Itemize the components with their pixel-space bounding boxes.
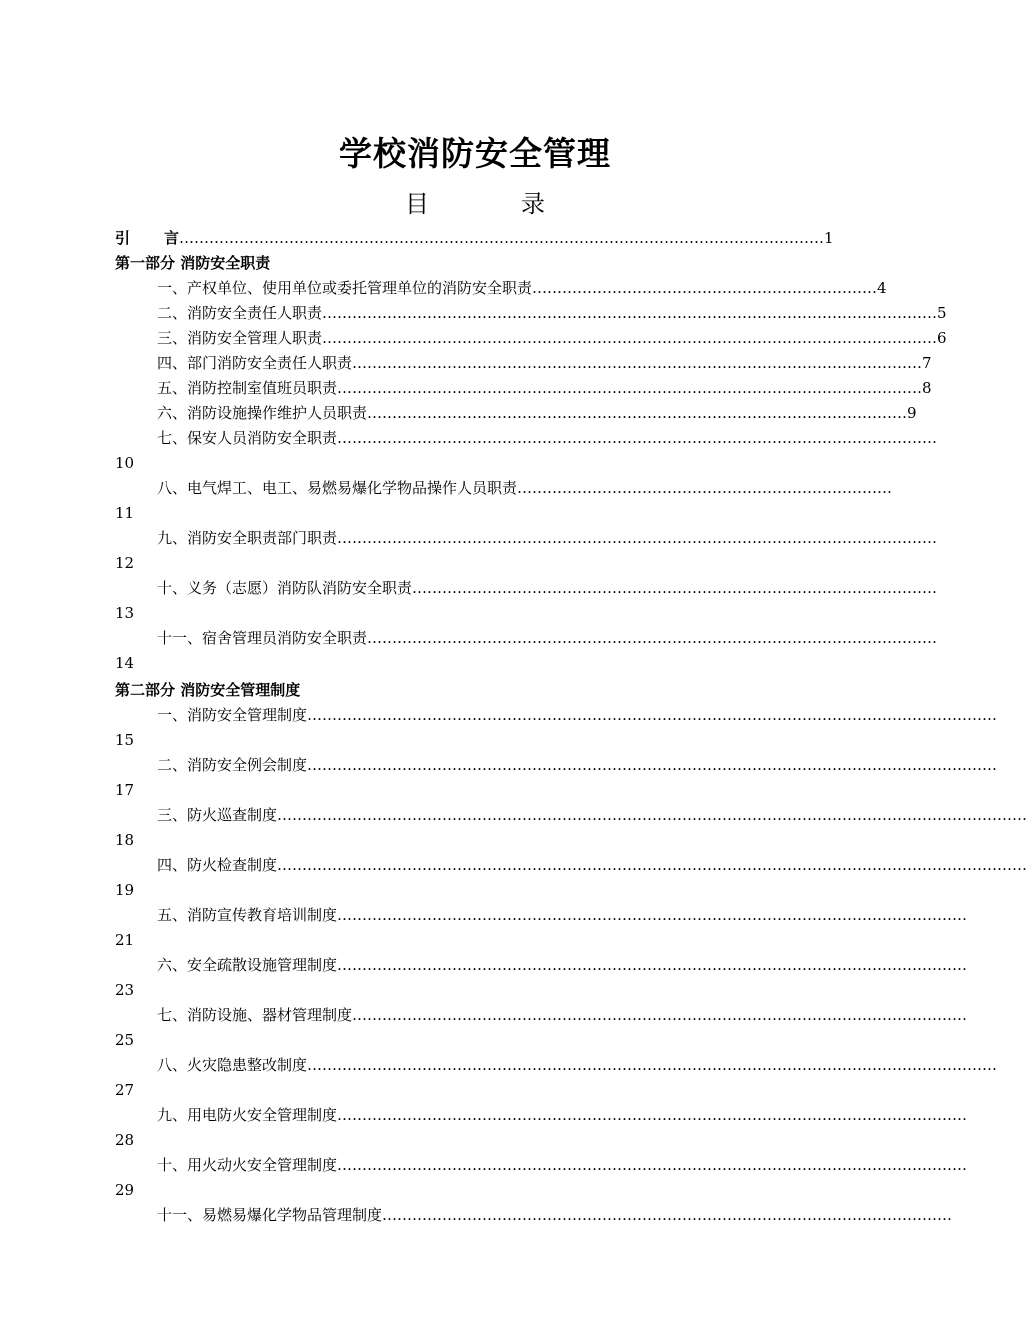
- page-number: 27: [115, 1081, 135, 1099]
- toc-heading: [0, 184, 950, 216]
- leader-dots: ………………………………………………………………………………………………………………: [337, 906, 968, 924]
- leader-dots: …………………………………………………………………………………………………………: [337, 529, 938, 547]
- toc-entry-label: 十一、宿舍管理员消防安全职责: [157, 629, 368, 647]
- toc-entry-label: 三、防火巡查制度: [157, 806, 278, 824]
- page-number: 17: [115, 781, 135, 799]
- leader-dots: ……………………………………………………………: [532, 279, 878, 297]
- toc-entry[interactable]: [157, 1105, 968, 1125]
- toc-entry-label: 十一、易燃易爆化学物品管理制度: [157, 1206, 383, 1224]
- toc-heading-right: 录: [521, 190, 545, 218]
- toc-intro-line[interactable]: [115, 228, 834, 248]
- page-number: 4: [877, 279, 887, 297]
- leader-dots: …………………………………………………………………………………………………………………………: [307, 706, 998, 724]
- toc-entry-label: 三、消防安全管理人职责: [157, 329, 323, 347]
- leader-dots: ……………………………………………………………………………………………………………: [322, 304, 938, 322]
- leader-dots: ………………………………………………………………………………………………………………: [337, 956, 968, 974]
- intro-label-a: 引: [115, 229, 131, 247]
- toc-entry-label: 六、安全疏散设施管理制度: [157, 956, 338, 974]
- leader-dots: …………………………………………………………………………………………………………………………: [307, 1056, 998, 1074]
- leader-dots: …………………………………………………………………………………………………………: [337, 429, 938, 447]
- toc-entry[interactable]: [157, 628, 938, 648]
- page-number: 29: [115, 1181, 135, 1199]
- toc-entry-label: 七、保安人员消防安全职责: [157, 429, 338, 447]
- page-number: 28: [115, 1131, 135, 1149]
- page-number: 12: [115, 554, 135, 572]
- page-number: 5: [937, 304, 947, 322]
- page-number: 21: [115, 931, 135, 949]
- document-title: 学校消防安全管理: [339, 134, 611, 173]
- toc-entry[interactable]: [157, 855, 1027, 875]
- toc-entry-label: 八、电气焊工、电工、易燃易爆化学物品操作人员职责: [157, 479, 518, 497]
- toc-entry[interactable]: [157, 378, 932, 398]
- toc-entry[interactable]: [157, 428, 938, 448]
- leader-dots: ……………………………………………………………………………………………………………………………………: [277, 806, 1027, 824]
- page-number: 9: [907, 404, 917, 422]
- toc-entry-label: 九、消防安全职责部门职责: [157, 529, 338, 547]
- page-number: 14: [115, 654, 135, 672]
- leader-dots: ……………………………………………………………………………………………………: [352, 354, 923, 372]
- toc-entry-label: 十、用火动火安全管理制度: [157, 1156, 338, 1174]
- toc-entry[interactable]: [157, 805, 1027, 825]
- page-number: 10: [115, 454, 135, 472]
- leader-dots: ……………………………………………………………………………………………………: [382, 1206, 953, 1224]
- toc-entry-label: 九、用电防火安全管理制度: [157, 1106, 338, 1124]
- toc-entry[interactable]: [157, 905, 968, 925]
- toc-entry-label: 七、消防设施、器材管理制度: [157, 1006, 353, 1024]
- toc-entry[interactable]: [157, 955, 968, 975]
- toc-entry[interactable]: [157, 403, 917, 423]
- leader-dots: ……………………………………………………………………………………………: [412, 579, 938, 597]
- page-number: 1: [824, 229, 834, 247]
- toc-entry-label: 五、消防宣传教育培训制度: [157, 906, 338, 924]
- toc-entry-label: 一、产权单位、使用单位或委托管理单位的消防安全职责: [157, 279, 533, 297]
- toc-entry[interactable]: [157, 303, 947, 323]
- toc-entry-label: 二、消防安全例会制度: [157, 756, 308, 774]
- page-number: 6: [937, 329, 947, 347]
- toc-entry-label: 六、消防设施操作维护人员职责: [157, 404, 368, 422]
- leader-dots: ………………………………………………………………………………………………………………: [337, 1156, 968, 1174]
- toc-entry[interactable]: [157, 755, 998, 775]
- leader-dots: ……………………………………………………………………………………………………………: [352, 1006, 968, 1024]
- toc-entry[interactable]: [157, 705, 998, 725]
- toc-entry-label: 二、消防安全责任人职责: [157, 304, 323, 322]
- toc-entry-label: 四、防火检查制度: [157, 856, 278, 874]
- toc-entry[interactable]: [157, 1205, 953, 1225]
- page-number: 8: [922, 379, 932, 397]
- page-number: 11: [115, 504, 135, 522]
- part2-heading: 第二部分 消防安全管理制度: [115, 681, 301, 699]
- page-number: 23: [115, 981, 135, 999]
- page-number: 13: [115, 604, 135, 622]
- page-number: 18: [115, 831, 135, 849]
- leader-dots: …………………………………………………………………: [517, 479, 893, 497]
- toc-entry[interactable]: [157, 578, 938, 598]
- page-number: 15: [115, 731, 135, 749]
- toc-entry-label: 十、义务（志愿）消防队消防安全职责: [157, 579, 413, 597]
- leader-dots: ………………………………………………………………………………………………: [367, 404, 908, 422]
- leader-dots: …………………………………………………………………………………………………………………: [179, 229, 825, 247]
- leader-dots: ………………………………………………………………………………………………………………: [337, 1106, 968, 1124]
- part1-heading: 第一部分 消防安全职责: [115, 254, 271, 272]
- toc-entry-label: 八、火灾隐患整改制度: [157, 1056, 308, 1074]
- toc-entry[interactable]: [157, 478, 893, 498]
- toc-entry[interactable]: [157, 328, 947, 348]
- toc-entry[interactable]: [157, 528, 938, 548]
- toc-entry[interactable]: [157, 353, 932, 373]
- page-number: 25: [115, 1031, 135, 1049]
- leader-dots: …………………………………………………………………………………………………………………………: [307, 756, 998, 774]
- toc-heading-left: 目: [405, 190, 429, 218]
- toc-entry[interactable]: [157, 278, 887, 298]
- toc-entry[interactable]: [157, 1155, 968, 1175]
- leader-dots: ……………………………………………………………………………………………………………………………………: [277, 856, 1027, 874]
- intro-label-b: 言: [164, 229, 180, 247]
- page-number: 7: [922, 354, 932, 372]
- toc-entry-label: 一、消防安全管理制度: [157, 706, 308, 724]
- leader-dots: ……………………………………………………………………………………………………………: [322, 329, 938, 347]
- page-number: 19: [115, 881, 135, 899]
- toc-entry[interactable]: [157, 1005, 968, 1025]
- toc-entry[interactable]: [157, 1055, 998, 1075]
- leader-dots: ………………………………………………………………………………………………………: [337, 379, 923, 397]
- toc-entry-label: 四、部门消防安全责任人职责: [157, 354, 353, 372]
- leader-dots: ……………………………………………………………………………………………………: [367, 629, 938, 647]
- toc-entry-label: 五、消防控制室值班员职责: [157, 379, 338, 397]
